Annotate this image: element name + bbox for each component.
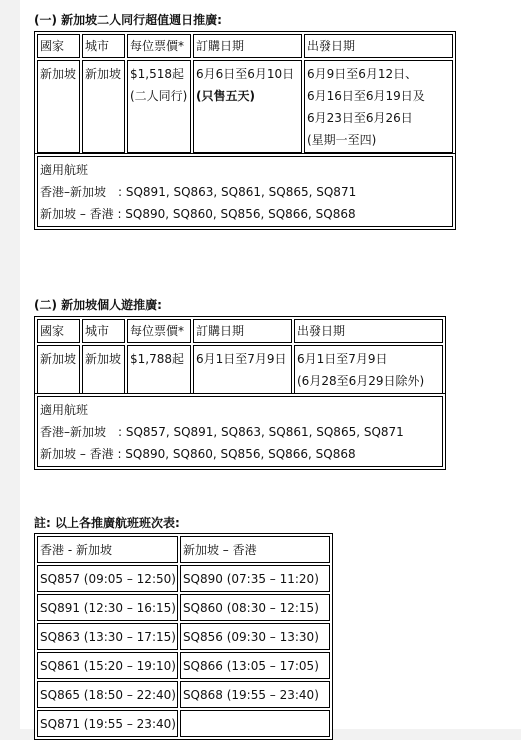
schedule-hk-sg: SQ861 (15:20 – 19:10) bbox=[37, 652, 178, 679]
flights-heading: 適用航班 bbox=[40, 403, 89, 417]
table-header-row bbox=[37, 34, 453, 58]
cell-booking-date bbox=[193, 60, 302, 153]
schedule-sg-hk: SQ866 (13:05 – 17:05) bbox=[180, 652, 330, 679]
cell-departure-date bbox=[294, 345, 443, 394]
applicable-flights-cell bbox=[37, 396, 443, 467]
section2-promo-table bbox=[34, 316, 446, 397]
departure-line: 6月9日至6月12日、 bbox=[307, 67, 418, 81]
booking-note: (只售五天) bbox=[196, 89, 255, 103]
section2-flights-table bbox=[34, 393, 446, 470]
table-row bbox=[37, 60, 453, 153]
flights-hk-to-sg: 香港–新加坡 : SQ891, SQ863, SQ861, SQ865, SQ871 bbox=[40, 185, 357, 199]
cell-fare: $1,788起 bbox=[127, 345, 191, 394]
page-content bbox=[20, 0, 521, 729]
header-departure-date: 出發日期 bbox=[304, 34, 453, 58]
header-country: 國家 bbox=[37, 34, 80, 58]
departure-line: 6月16日至6月19日及 bbox=[307, 89, 425, 103]
cell-fare bbox=[127, 60, 191, 153]
section1-flights-table bbox=[34, 153, 456, 230]
schedule-hk-sg: SQ865 (18:50 – 22:40) bbox=[37, 681, 178, 708]
fare-condition: (二人同行) bbox=[130, 89, 188, 103]
cell-booking-date: 6月1日至7月9日 bbox=[193, 345, 292, 394]
header-sg-to-hk: 新加坡 – 香港 bbox=[180, 536, 330, 563]
header-fare: 每位票價* bbox=[127, 319, 191, 343]
departure-exclusion: (6月28至6月29日除外) bbox=[297, 374, 425, 388]
flights-sg-to-hk: 新加坡 – 香港 : SQ890, SQ860, SQ856, SQ866, SQ868 bbox=[40, 447, 356, 461]
flights-heading: 適用航班 bbox=[40, 163, 89, 177]
schedule-sg-hk: SQ856 (09:30 – 13:30) bbox=[180, 623, 330, 650]
table-row bbox=[37, 565, 330, 592]
header-country: 國家 bbox=[37, 319, 80, 343]
section2-title: (二) 新加坡個人遊推廣: bbox=[34, 298, 162, 312]
applicable-flights-cell bbox=[37, 156, 453, 227]
table-row bbox=[37, 710, 330, 737]
header-departure-date: 出發日期 bbox=[294, 319, 443, 343]
table-row bbox=[37, 681, 330, 708]
schedule-title: 註: 以上各推廣航班班次表: bbox=[34, 516, 180, 530]
fare-amount: $1,518起 bbox=[130, 67, 184, 81]
table-row bbox=[37, 345, 443, 394]
departure-line: (星期一至四) bbox=[307, 133, 377, 147]
booking-range: 6月6日至6月10日 bbox=[196, 67, 295, 81]
table-header-row bbox=[37, 536, 330, 563]
schedule-sg-hk: SQ890 (07:35 – 11:20) bbox=[180, 565, 330, 592]
table-row bbox=[37, 594, 330, 621]
cell-country: 新加坡 bbox=[37, 345, 80, 394]
header-booking-date: 訂購日期 bbox=[193, 34, 302, 58]
table-row bbox=[37, 623, 330, 650]
header-booking-date: 訂購日期 bbox=[193, 319, 292, 343]
flights-sg-to-hk: 新加坡 – 香港 : SQ890, SQ860, SQ856, SQ866, SQ868 bbox=[40, 207, 356, 221]
table-row bbox=[37, 652, 330, 679]
schedule-sg-hk: SQ868 (19:55 – 23:40) bbox=[180, 681, 330, 708]
flight-schedule-table bbox=[34, 533, 333, 740]
header-hk-to-sg: 香港 - 新加坡 bbox=[37, 536, 178, 563]
cell-country: 新加坡 bbox=[37, 60, 80, 153]
section1-title: (一) 新加坡二人同行超值週日推廣: bbox=[34, 13, 222, 27]
table-header-row bbox=[37, 319, 443, 343]
header-city: 城市 bbox=[82, 319, 125, 343]
schedule-hk-sg: SQ871 (19:55 – 23:40) bbox=[37, 710, 178, 737]
departure-range: 6月1日至7月9日 bbox=[297, 352, 388, 366]
header-city: 城市 bbox=[82, 34, 125, 58]
header-fare: 每位票價* bbox=[127, 34, 191, 58]
departure-line: 6月23日至6月26日 bbox=[307, 111, 413, 125]
cell-departure-date bbox=[304, 60, 453, 153]
schedule-hk-sg: SQ891 (12:30 – 16:15) bbox=[37, 594, 178, 621]
cell-city: 新加坡 bbox=[82, 60, 125, 153]
schedule-hk-sg: SQ857 (09:05 – 12:50) bbox=[37, 565, 178, 592]
flights-hk-to-sg: 香港–新加坡 : SQ857, SQ891, SQ863, SQ861, SQ865, SQ871 bbox=[40, 425, 404, 439]
cell-city: 新加坡 bbox=[82, 345, 125, 394]
schedule-hk-sg: SQ863 (13:30 – 17:15) bbox=[37, 623, 178, 650]
section1-promo-table bbox=[34, 31, 456, 156]
schedule-sg-hk-empty bbox=[180, 710, 330, 737]
schedule-sg-hk: SQ860 (08:30 – 12:15) bbox=[180, 594, 330, 621]
